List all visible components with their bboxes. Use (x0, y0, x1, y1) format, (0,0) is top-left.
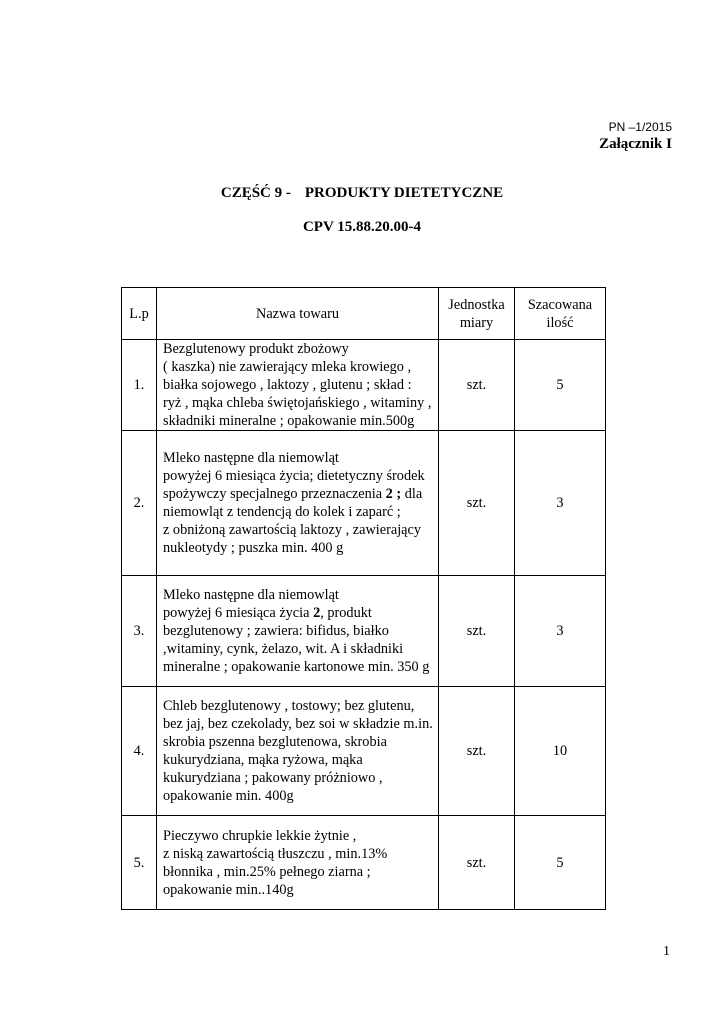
row-product-name (157, 340, 439, 431)
row-qty: 3 (515, 431, 606, 576)
row-unit: szt. (439, 576, 515, 687)
row-text-segment: spożywczy specjalnego przeznaczenia (163, 486, 386, 502)
row-text-line: mineralne ; opakowanie kartonowe min. 350 g (163, 659, 430, 675)
row-text-line: z niską zawartością tłuszczu , min.13% (163, 845, 388, 862)
products-table (121, 287, 606, 910)
row-lp: 5. (122, 816, 157, 910)
row-text-segment: , produkt (320, 605, 372, 621)
row-text-line: kukurydziana, mąka ryżowa, mąka (163, 752, 363, 768)
row-lp: 1. (122, 340, 157, 431)
row-text-line: Chleb bezglutenowy , tostowy; bez glutenu, (163, 698, 415, 714)
row-text-line: Mleko następne dla niemowląt (163, 587, 339, 603)
row-unit: szt. (439, 431, 515, 576)
header-qty (515, 288, 606, 340)
header-qty-line2: ilość (546, 314, 574, 331)
row-text-line: ( kaszka) nie zawierający mleka krowiego , (163, 359, 412, 375)
row-text-segment: powyżej 6 miesiąca życia (163, 605, 314, 621)
header-lp: L.p (122, 288, 157, 340)
annex-label: Załącznik I (599, 136, 672, 152)
section-name: PRODUKTY DIETETYCZNE (304, 185, 504, 201)
row-text-line: opakowanie min. 400g (163, 788, 294, 804)
header-qty-line1: Szacowana (527, 296, 593, 313)
row-text-line: Pieczywo chrupkie lekkie żytnie , (163, 827, 357, 844)
row-text-line (163, 604, 438, 622)
row-text-line (163, 485, 438, 503)
row-text-line: bezglutenowy ; zawiera: bifidus, białko (163, 623, 389, 639)
row-text-line: ,witaminy, cynk, żelazo, wit. A i składniki (163, 641, 404, 657)
row-text-line: kukurydziana ; pakowany próżniowo , (163, 770, 383, 786)
row-qty: 3 (515, 576, 606, 687)
row-text-line: powyżej 6 miesiąca życia; dietetyczny środek (163, 468, 425, 484)
row-text-line: ryż , mąka chleba świętojańskiego , witaminy , (163, 395, 432, 411)
row-text-line: białka sojowego , laktozy , glutenu ; skład : (163, 377, 412, 393)
row-text-line: skrobia pszenna bezglutenowa, skrobia (163, 734, 387, 750)
table-row (122, 816, 606, 910)
row-product-name (157, 816, 439, 910)
row-text-line: błonnika , min.25% pełnego ziarna ; (163, 863, 371, 880)
row-product-name (157, 431, 439, 576)
header-unit (439, 288, 515, 340)
section-part: CZĘŚĆ 9 - (220, 185, 291, 201)
row-lp: 2. (122, 431, 157, 576)
document-reference: PN –1/2015 (608, 120, 672, 134)
page-number: 1 (663, 944, 670, 959)
row-lp: 4. (122, 687, 157, 816)
header-unit-line1: Jednostka (448, 296, 505, 313)
table-row (122, 431, 606, 576)
row-qty: 5 (515, 340, 606, 431)
row-text-line: z obniżoną zawartością laktozy , zawierający (163, 522, 422, 538)
row-text-bold: 2 ; (385, 486, 402, 502)
row-text-line: niemowląt z tendencją do kolek i zaparć ; (163, 504, 401, 520)
row-qty: 10 (515, 687, 606, 816)
table-row (122, 687, 606, 816)
row-text-line: Mleko następne dla niemowląt (163, 450, 339, 466)
row-qty: 5 (515, 816, 606, 910)
row-text-line: składniki mineralne ; opakowanie min.500g (163, 413, 415, 429)
row-unit: szt. (439, 340, 515, 431)
row-text-bold: 2 (313, 605, 321, 621)
row-text-line: bez jaj, bez czekolady, bez soi w składzie m.in. (163, 716, 433, 732)
header-unit-line2: miary (459, 314, 494, 331)
table-row (122, 576, 606, 687)
row-text-line: opakowanie min..140g (163, 881, 294, 898)
table-header-row (122, 288, 606, 340)
row-text-line: nukleotydy ; puszka min. 400 g (163, 540, 344, 556)
row-unit: szt. (439, 687, 515, 816)
header-name: Nazwa towaru (157, 288, 439, 340)
section-title (0, 185, 724, 202)
row-unit: szt. (439, 816, 515, 910)
row-text-segment: dla (401, 486, 423, 502)
row-lp: 3. (122, 576, 157, 687)
row-product-name (157, 687, 439, 816)
row-text-line: Bezglutenowy produkt zbożowy (163, 341, 349, 357)
table-row (122, 340, 606, 431)
cpv-code: CPV 15.88.20.00-4 (302, 219, 422, 235)
row-product-name (157, 576, 439, 687)
